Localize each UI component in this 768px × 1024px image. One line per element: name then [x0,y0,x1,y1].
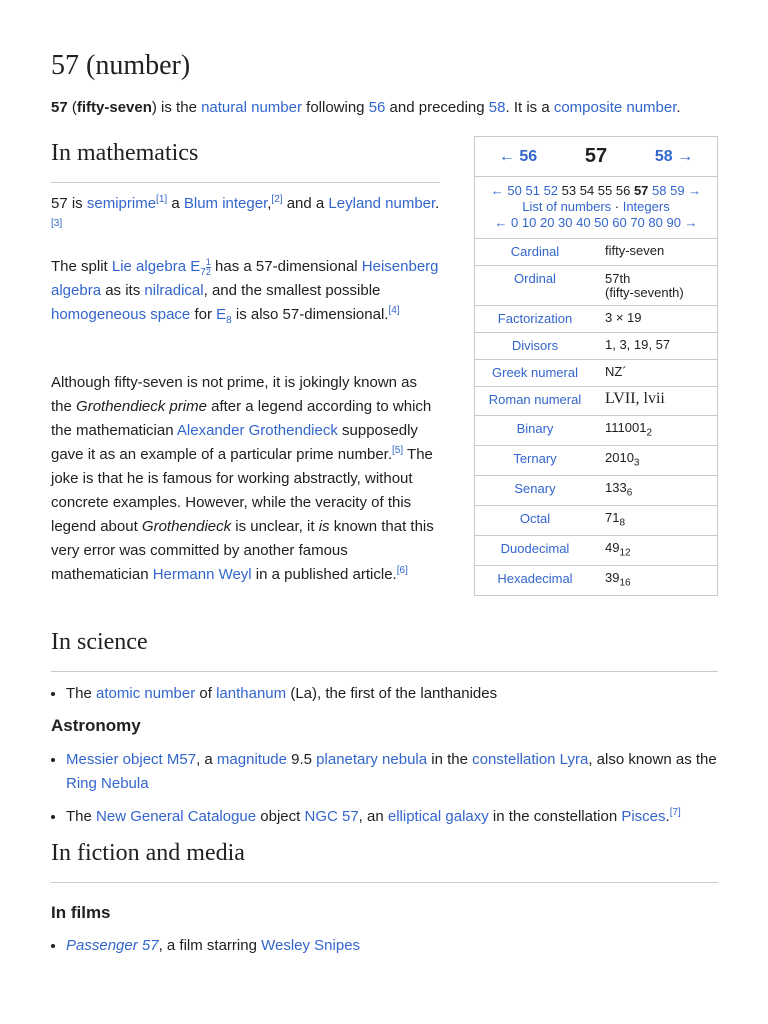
section-divider [51,671,718,672]
link-magnitude[interactable]: magnitude [216,751,287,768]
citation-7[interactable]: [7] [669,807,681,818]
infobox-label[interactable]: Hexadecimal [497,571,573,586]
link-lanthanum[interactable]: lanthanum [216,685,287,702]
link-integers[interactable]: Integers [622,199,670,214]
text: in the [427,751,473,768]
text: a [167,195,184,212]
link-elliptical-galaxy[interactable]: elliptical galaxy [387,808,489,825]
list-item [66,682,721,706]
math-paragraph-3 [51,371,440,587]
text: 9.5 [286,751,317,768]
math-paragraph-1 [51,192,440,240]
link-wesley-snipes[interactable]: Wesley Snipes [261,937,361,954]
text: The joke is that he is famous for working abstractly, without concrete examples. However, while the veracity of this legend about [51,446,433,535]
infobox-label[interactable]: Ternary [513,451,557,466]
nav-current-number: 57 [633,183,649,198]
text: known that this very error was committed by another famous mathematician [51,518,434,583]
text: , a film starring [158,937,262,954]
infobox-value: ΝΖ´ [605,364,627,379]
infobox-value: fifty-seven [605,243,665,258]
citation-2[interactable]: [2] [271,194,283,205]
intro-text: and preceding [385,99,489,116]
link-composite-number[interactable]: composite number [553,99,677,116]
ordinal-words: (fifty-seventh) [605,285,684,300]
infobox-label[interactable]: Binary [516,421,554,436]
link-new-general-catalogue[interactable]: New General Catalogue [96,808,257,825]
astronomy-list [51,748,721,838]
text: . [665,808,670,825]
infobox-nav-row-1 [477,183,715,199]
link-passenger-57[interactable]: Passenger 57 [66,937,159,954]
infobox-label[interactable]: Ordinal [514,271,556,286]
text: The [66,808,97,825]
infobox-value [595,506,717,535]
text: , and the smallest possible [203,282,381,299]
e8-symbol: E [216,306,227,323]
infobox-row-ordinal [475,266,717,306]
citation-4[interactable]: [4] [388,305,400,316]
infobox-next-link[interactable]: 58 → [654,147,694,165]
fraction-numerator: 1 [205,256,211,267]
infobox-row-cardinal [475,239,717,266]
link-hermann-weyl[interactable]: Hermann Weyl [152,566,252,583]
link-semiprime[interactable]: semiprime [86,195,157,212]
infobox-navigation [475,177,717,239]
infobox-value [595,266,717,305]
text: , an [358,808,388,825]
link-56[interactable]: 56 [368,99,386,116]
base-subscript: 2 [646,427,653,439]
text: The [66,685,97,702]
text: in the constellation [488,808,622,825]
subheading-films: In films [51,903,111,922]
base-subscript: 6 [626,487,633,499]
text: is unclear, it [231,518,319,535]
infobox-label[interactable]: Divisors [511,338,559,353]
list-item [66,934,721,958]
infobox-label[interactable]: Senary [514,481,556,496]
base-subscript: 16 [619,577,631,589]
infobox-value: LVII, lvii [605,390,665,407]
math-paragraph-2 [51,255,440,327]
infobox-nav-row-3 [477,215,715,231]
page-title: 57 (number) [51,50,191,81]
base-subscript: 8 [619,517,626,529]
link-natural-number[interactable]: natural number [201,99,302,116]
infobox-value: 1, 3, 19, 57 [605,337,671,352]
infobox-row-greek-numeral [475,360,717,387]
infobox-label[interactable]: Octal [519,511,551,526]
link-pisces[interactable]: Pisces [621,808,666,825]
italic-text: Grothendieck prime [76,398,207,415]
link-e8[interactable] [216,306,232,326]
text: The split [51,258,112,275]
link-lie-algebra[interactable]: Lie algebra [111,258,187,275]
infobox-label[interactable]: Roman numeral [488,392,582,407]
text: , a [196,751,217,768]
text: of [195,685,217,702]
infobox-row-duodecimal [475,536,717,566]
link-e7-half[interactable] [190,256,211,278]
number-infobox [474,136,718,596]
infobox-header [475,137,717,177]
link-list-of-numbers[interactable]: List of numbers [522,199,612,214]
e7-subscript: 7 [200,267,206,278]
nav-nearby-numbers-left[interactable]: ← 50 51 52 [490,183,559,198]
text: supposedly gave it as an example of a particular prime number. [51,422,418,463]
nav-nearby-numbers-right[interactable]: 58 59 → [648,183,702,198]
text: and a [282,195,329,212]
text: in a published article. [251,566,397,583]
link-constellation-lyra[interactable]: constellation Lyra [472,751,589,768]
text: object [256,808,305,825]
link-alexander-grothendieck[interactable]: Alexander Grothendieck [176,422,338,439]
section-divider [51,882,718,883]
link-leyland-number[interactable]: Leyland number [328,195,436,212]
list-item [66,748,721,796]
infobox-value [595,566,717,595]
link-ngc-57[interactable]: NGC 57 [304,808,359,825]
infobox-value: 3 × 19 [605,310,642,325]
base-value: 2010 [605,450,634,465]
section-divider [51,182,440,183]
link-homogeneous-space[interactable]: homogeneous space [51,306,191,323]
nav-decades-links[interactable]: ← 0 10 20 30 40 50 60 70 80 90 → [494,215,698,230]
infobox-nav-row-2 [477,199,715,215]
citation-3[interactable]: [3] [51,218,63,229]
text: for [190,306,217,323]
infobox-row-octal [475,506,717,536]
science-list [51,682,721,715]
base-subscript: 12 [619,547,631,559]
infobox-row-hexadecimal [475,566,717,595]
citation-5[interactable]: [5] [392,445,404,456]
intro-text: . [676,99,681,116]
text: 57 is [51,195,87,212]
text: has a 57-dimensional [210,258,362,275]
infobox-value [595,446,717,475]
e8-subscript: 8 [226,315,232,326]
intro-bold-number: 57 [51,99,68,116]
link-nilradical[interactable]: nilradical [144,282,204,299]
link-messier-m57[interactable]: Messier object M57 [66,751,197,768]
infobox-label[interactable]: Duodecimal [500,541,570,556]
infobox-value [595,416,717,445]
intro-text: . It is a [505,99,554,116]
citation-6[interactable]: [6] [396,565,408,576]
text: after a legend according to which the mathematician [51,398,432,439]
nav-nearby-numbers: 53 54 55 56 [558,183,634,198]
base-value: 111001 [605,420,647,435]
ordinal-value: 57th [605,271,631,286]
text: Although fifty-seven is not prime, it is jokingly known as the [51,374,417,415]
intro-text: ( [67,99,77,116]
subheading-astronomy: Astronomy [51,716,141,735]
text: . [435,195,440,212]
link-58[interactable]: 58 [488,99,506,116]
link-planetary-nebula[interactable]: planetary nebula [316,751,428,768]
section-heading-science: In science [51,629,148,655]
infobox-value [595,536,717,565]
infobox-row-roman-numeral [475,387,717,416]
films-list [51,934,721,967]
intro-text: following [301,99,369,116]
infobox-row-ternary [475,446,717,476]
infobox-value [595,476,717,505]
base-value: 49 [605,540,620,555]
link-blum-integer[interactable]: Blum integer [183,195,268,212]
link-heisenberg-algebra[interactable]: Heisenberg algebra [51,258,439,299]
fraction-denominator: 2 [205,266,211,277]
infobox-label[interactable]: Factorization [497,311,573,326]
text: is also 57-dimensional. [231,306,389,323]
text: as its [101,282,145,299]
section-heading-mathematics: In mathematics [51,140,199,166]
section-heading-fiction: In fiction and media [51,840,245,866]
intro-paragraph [51,96,731,120]
list-item [66,805,721,829]
infobox-row-factorization [475,306,717,333]
italic-text: is [318,518,330,535]
text: (La), the first of the lanthanides [286,685,498,702]
infobox-label[interactable]: Greek numeral [492,365,578,380]
text: , also known as the [588,751,717,768]
infobox-prev-link[interactable]: ← 56 [498,147,538,165]
infobox-row-divisors [475,333,717,360]
intro-text: ) is the [151,99,202,116]
citation-1[interactable]: [1] [156,194,168,205]
link-ring-nebula[interactable]: Ring Nebula [66,775,149,792]
infobox-row-senary [475,476,717,506]
base-subscript: 3 [633,457,640,469]
infobox-current-number: 57 [584,145,608,167]
italic-text: Grothendieck [141,518,232,535]
base-value: 133 [605,480,627,495]
nav-separator: · [611,199,623,214]
e7-symbol: E [190,258,201,275]
base-value: 39 [605,570,620,585]
infobox-row-binary [475,416,717,446]
intro-bold-name: fifty-seven [76,99,152,116]
base-value: 71 [605,510,620,525]
infobox-label[interactable]: Cardinal [510,244,560,259]
text: , [267,195,272,212]
link-atomic-number[interactable]: atomic number [96,685,196,702]
